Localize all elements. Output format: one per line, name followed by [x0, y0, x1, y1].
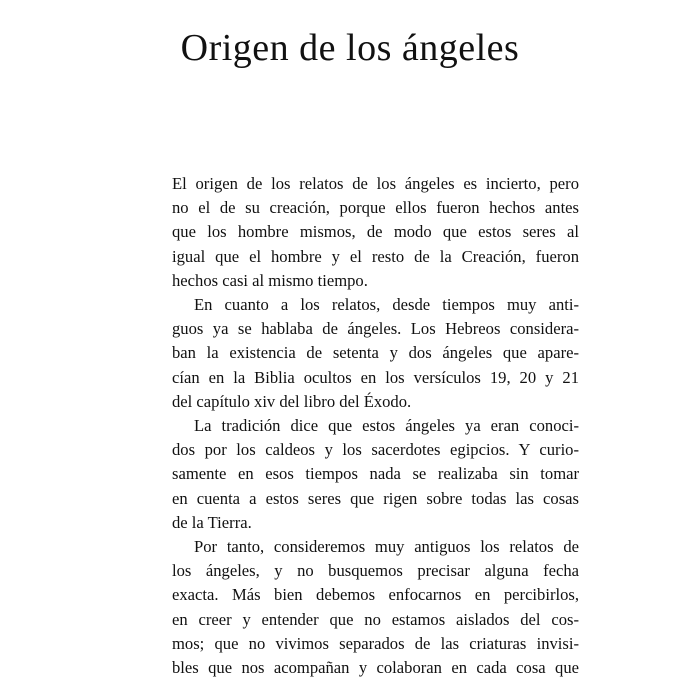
text-line: dos por los caldeos y los sacerdotes egipcios. Y curio- — [172, 440, 579, 460]
text-line: hechos casi al mismo tiempo. — [172, 270, 368, 290]
text-line: bles que nos acompañan y colaboran en cada cosa que — [172, 658, 579, 678]
text-line: ban la existencia de setenta y dos ángeles que apare- — [172, 343, 579, 363]
text-line: en creer y entender que no estamos aislados del cos- — [172, 609, 579, 629]
text-line: de la Tierra. — [172, 512, 252, 532]
paragraph-1 — [172, 172, 579, 293]
paragraph-4 — [172, 535, 579, 680]
text-line: samente en esos tiempos nada se realizaba sin tomar — [172, 464, 579, 484]
text-line: cían en la Biblia ocultos en los versículos 19, 20 y 21 — [172, 367, 579, 387]
text-line: los ángeles, y no busquemos precisar alguna fecha — [172, 561, 579, 581]
text-line: mos; que no vivimos separados de las criaturas invisi- — [172, 633, 579, 653]
text-line: guos ya se hablaba de ángeles. Los Hebreos considera- — [172, 319, 579, 339]
text-line: Por tanto, consideremos muy antiguos los relatos de — [194, 537, 579, 557]
text-line: El origen de los relatos de los ángeles es incierto, pero — [172, 174, 579, 193]
text-line: en cuenta a estos seres que rigen sobre todas las cosas — [172, 488, 579, 508]
text-line: igual que el hombre y el resto de la Creación, fueron — [172, 246, 579, 266]
text-line: exacta. Más bien debemos enfocarnos en percibirlos, — [172, 585, 579, 605]
text-line: que los hombre mismos, de modo que estos seres al — [172, 222, 579, 242]
text-line: no el de su creación, porque ellos fueron hechos antes — [172, 198, 579, 218]
paragraph-3 — [172, 414, 579, 535]
paragraph-2 — [172, 293, 579, 414]
chapter-title: Origen de los ángeles — [180, 27, 520, 69]
text-line: La tradición dice que estos ángeles ya eran conoci- — [194, 416, 579, 436]
text-line: En cuanto a los relatos, desde tiempos muy anti- — [194, 295, 579, 315]
body-text — [172, 172, 579, 680]
text-line: del capítulo xiv del libro del Éxodo. — [172, 391, 412, 411]
